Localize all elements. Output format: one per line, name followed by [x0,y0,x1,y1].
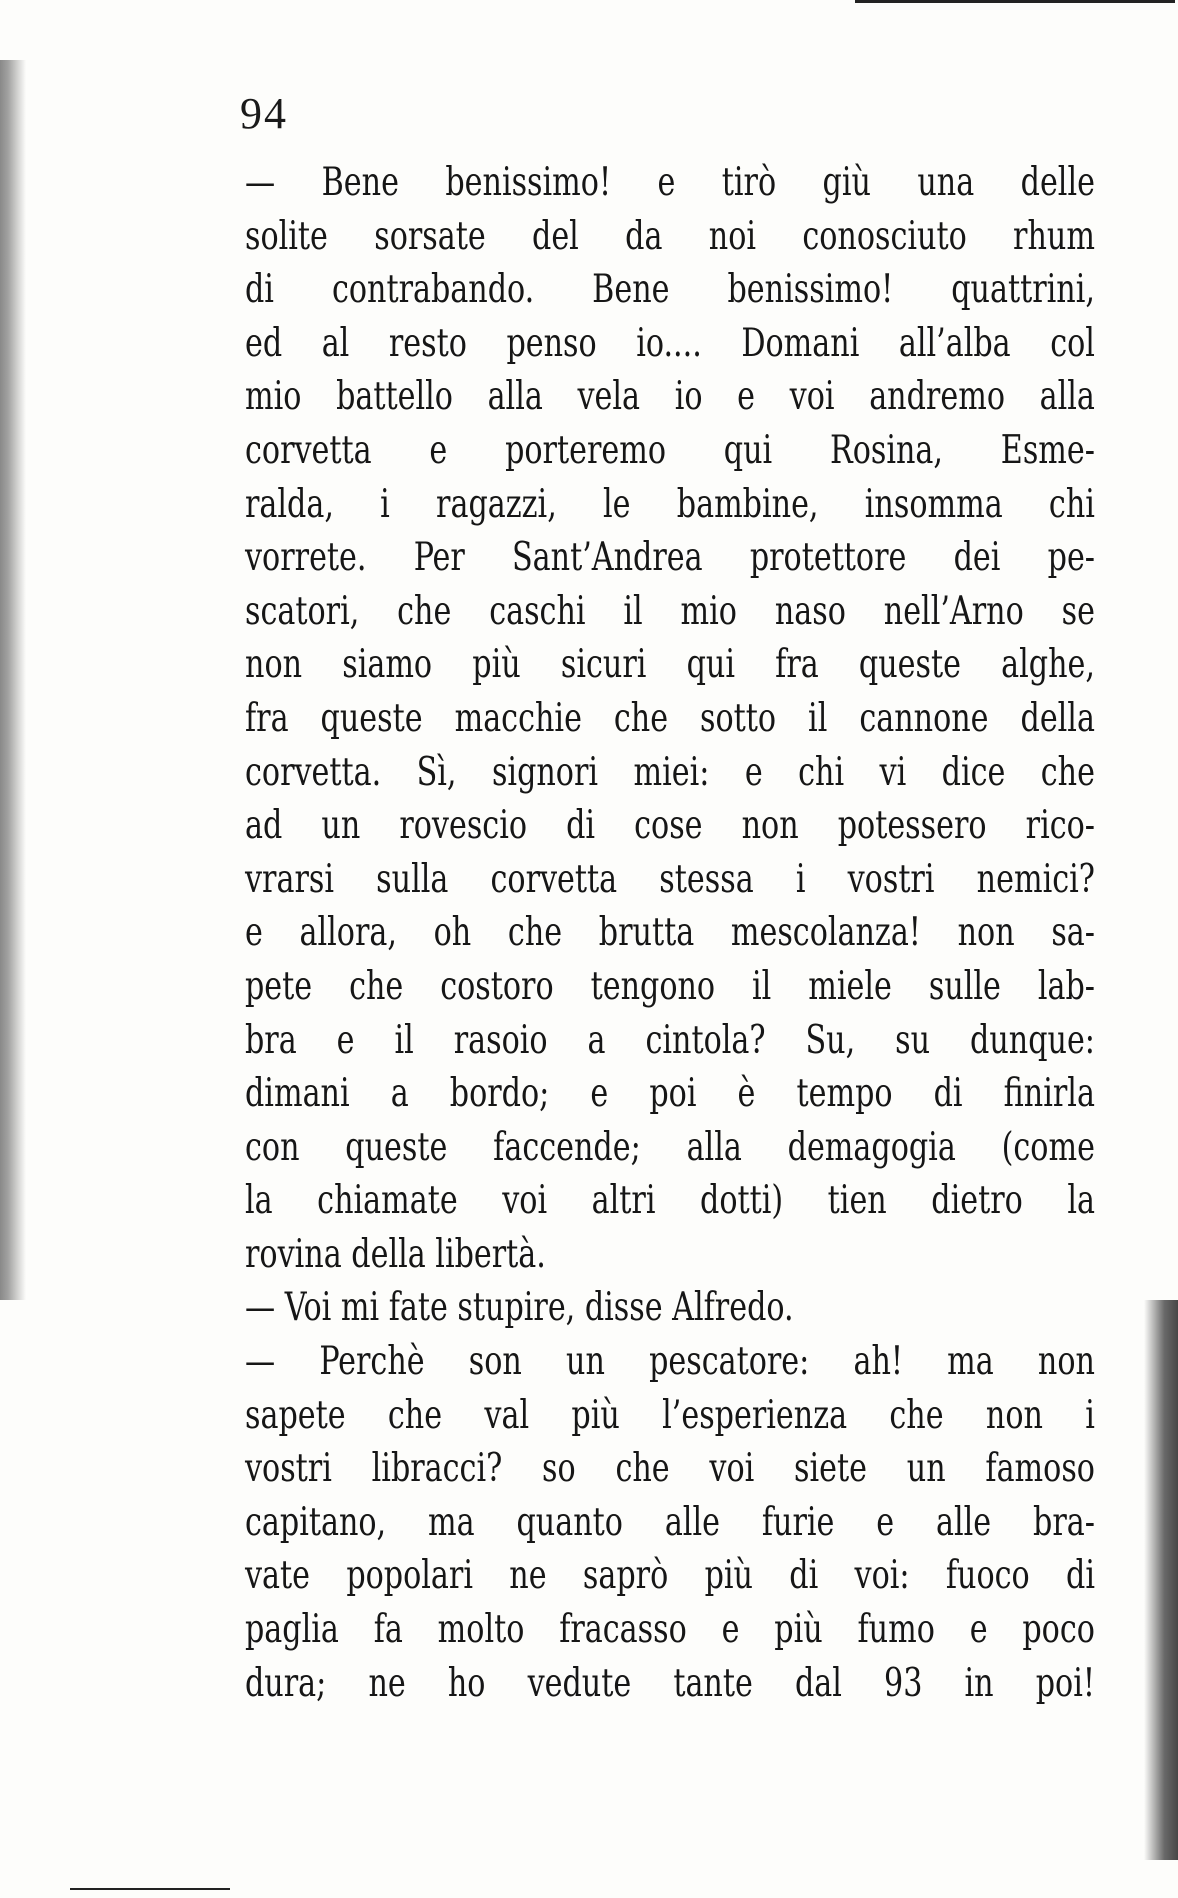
scan-rule-top [855,0,1175,13]
text-line: ed al resto penso io.... Domani all’alba col [245,320,1095,366]
text-line: con queste faccende; alla demagogia (come [245,1124,1095,1170]
text-line: ad un rovescio di cose non potessero rico- [245,803,1095,849]
text-line: mio battello alla vela io e voi andremo alla [245,374,1095,420]
text-line: pete che costoro tengono il miele sulle lab- [245,963,1095,1009]
scan-edge-shadow-right [1144,1300,1178,1860]
text-line: — Perchè son un pescatore: ah! ma non [245,1339,1095,1385]
text-line: rovina della libertà. [245,1231,546,1277]
text-line: di contrabando. Bene benissimo! quattrini, [245,267,1095,313]
text-line: vate popolari ne saprò più di voi: fuoco di [245,1553,1095,1599]
text-line: e allora, oh che brutta mescolanza! non sa- [245,910,1095,956]
text-line: fra queste macchie che sotto il cannone della [245,695,1095,741]
text-line: vrarsi sulla corvetta stessa i vostri nemici? [245,856,1095,902]
text-line: corvetta. Sì, signori miei: e chi vi dice che [245,749,1095,795]
page-number: 94 [240,89,288,138]
text-line: vorrete. Per Sant’Andrea protettore dei pe- [245,535,1095,581]
text-line: non siamo più sicuri qui fra queste alghe, [245,642,1095,688]
text-line: dimani a bordo; e poi è tempo di finirla [245,1071,1095,1117]
text-line: scatori, che caschi il mio naso nell’Arno se [245,588,1095,634]
text-line: sapete che val più l’esperienza che non i [245,1392,1095,1438]
text-line: solite sorsate del da noi conosciuto rhum [245,213,1095,259]
text-line: — Voi mi fate stupire, disse Alfredo. [245,1285,794,1331]
text-line: corvetta e porteremo qui Rosina, Esme- [245,427,1095,473]
scan-edge-shadow-left [0,60,26,1300]
text-line: la chiamate voi altri dotti) tien dietro la [245,1178,1095,1224]
text-line: paglia fa molto fracasso e più fumo e poco [245,1607,1095,1653]
text-line: capitano, ma quanto alle furie e alle bra- [245,1499,1095,1545]
text-line: bra e il rasoio a cintola? Su, su dunque: [245,1017,1095,1063]
text-line: ralda, i ragazzi, le bambine, insomma chi [245,481,1095,527]
text-line: — Bene benissimo! e tirò giù una delle [245,160,1095,205]
body-text [245,156,1095,1710]
scan-rule-bottom [70,1888,230,1894]
text-line: dura; ne ho vedute tante dal 93 in poi! [245,1660,1095,1706]
text-line: vostri libracci? so che voi siete un famoso [245,1446,1095,1492]
